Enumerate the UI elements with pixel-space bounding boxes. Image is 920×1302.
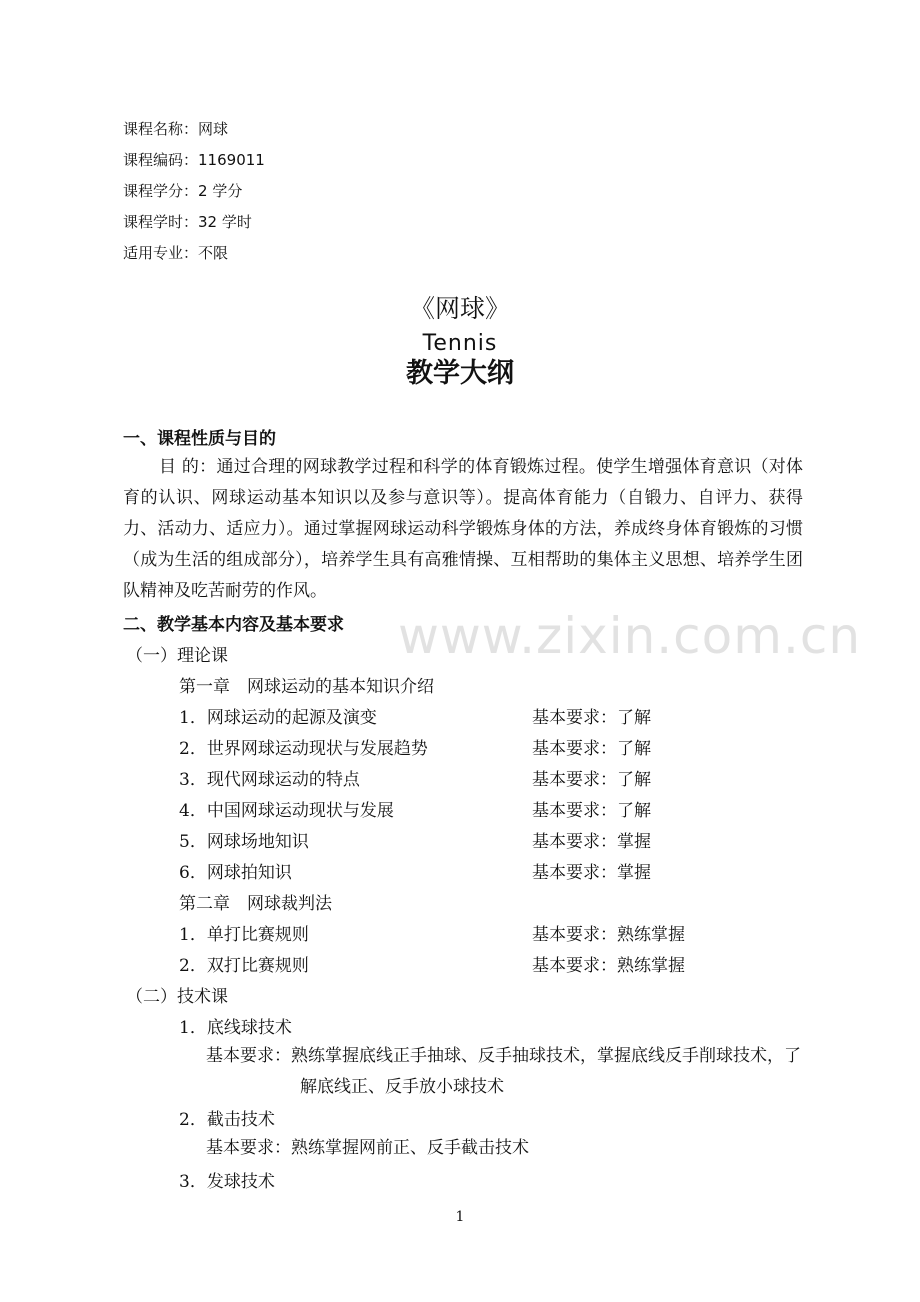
- section-1-heading: 一、课程性质与目的: [123, 429, 276, 449]
- technique-item-title: 2．截击技术: [179, 1110, 275, 1130]
- technique-label: （二）技术课: [126, 987, 228, 1007]
- requirement: 基本要求：掌握: [532, 863, 651, 883]
- meta-course-hours: [123, 213, 252, 231]
- doc-subtitle: 教学大纲: [406, 358, 514, 389]
- requirement: 基本要求：熟练掌握: [532, 956, 685, 976]
- doc-title-english: Tennis: [422, 331, 498, 356]
- requirement: 基本要求：了解: [532, 708, 651, 728]
- meta-major: [123, 244, 228, 262]
- meta-label: 适用专业：: [123, 244, 199, 262]
- meta-label: 课程名称：: [123, 120, 199, 138]
- list-item: 1．单打比赛规则: [179, 925, 309, 945]
- requirement: 基本要求：掌握: [532, 832, 651, 852]
- technique-item-requirement: 基本要求：熟练掌握网前正、反手截击技术: [206, 1138, 529, 1158]
- meta-value: 网球: [198, 120, 229, 138]
- chapter-1-title: 第一章 网球运动的基本知识介绍: [179, 677, 434, 697]
- technique-item-requirement: 基本要求：熟练掌握底线正手抽球、反手抽球技术，掌握底线反手削球技术，了解底线正、反手放小球技术: [206, 1046, 801, 1097]
- meta-course-credits: [123, 182, 242, 200]
- list-item: 2．双打比赛规则: [179, 956, 309, 976]
- theory-label: （一）理论课: [126, 646, 228, 666]
- technique-item-title: 1．底线球技术: [179, 1018, 292, 1038]
- meta-label: 课程编码：: [123, 151, 199, 169]
- list-item: 3．现代网球运动的特点: [179, 770, 360, 790]
- meta-value: 2 学分: [198, 182, 243, 200]
- watermark: www.zixin.com.cn: [398, 607, 862, 665]
- page-number: 1: [455, 1209, 465, 1225]
- chapter-2-title: 第二章 网球裁判法: [179, 894, 332, 914]
- list-item: 2．世界网球运动现状与发展趋势: [179, 739, 428, 759]
- meta-value: 1169011: [198, 151, 265, 169]
- doc-title: 《网球》: [409, 294, 510, 323]
- list-item: 4．中国网球运动现状与发展: [179, 801, 394, 821]
- meta-value: 不限: [198, 244, 229, 262]
- list-item: 6．网球拍知识: [179, 863, 292, 883]
- list-item: 1．网球运动的起源及演变: [179, 708, 377, 728]
- requirement: 基本要求：了解: [532, 739, 651, 759]
- section-1-paragraph: 目 的：通过合理的网球教学过程和科学的体育锻炼过程。使学生增强体育意识（对体育的认识、网球运动基本知识以及参与意识等）。提高体育能力（自锻力、自评力、获得力、活动力、适应力）。通过掌握网球运动科学锻炼身体的方法，养成终身体育锻炼的习惯（成为生活的组成部分），培养学生具有高雅情操、互相帮助的集体主义思想、培养学生团队精神及吃苦耐劳的作风。: [123, 457, 803, 601]
- meta-label: 课程学时：: [123, 213, 199, 231]
- list-item: 5．网球场地知识: [179, 832, 309, 852]
- technique-item-title: 3．发球技术: [179, 1172, 275, 1192]
- meta-course-name: [123, 120, 228, 138]
- requirement: 基本要求：了解: [532, 770, 651, 790]
- meta-course-code: [123, 151, 265, 169]
- section-2-heading: 二、教学基本内容及基本要求: [123, 615, 344, 635]
- meta-label: 课程学分：: [123, 182, 199, 200]
- requirement: 基本要求：了解: [532, 801, 651, 821]
- meta-value: 32 学时: [198, 213, 252, 231]
- requirement: 基本要求：熟练掌握: [532, 925, 685, 945]
